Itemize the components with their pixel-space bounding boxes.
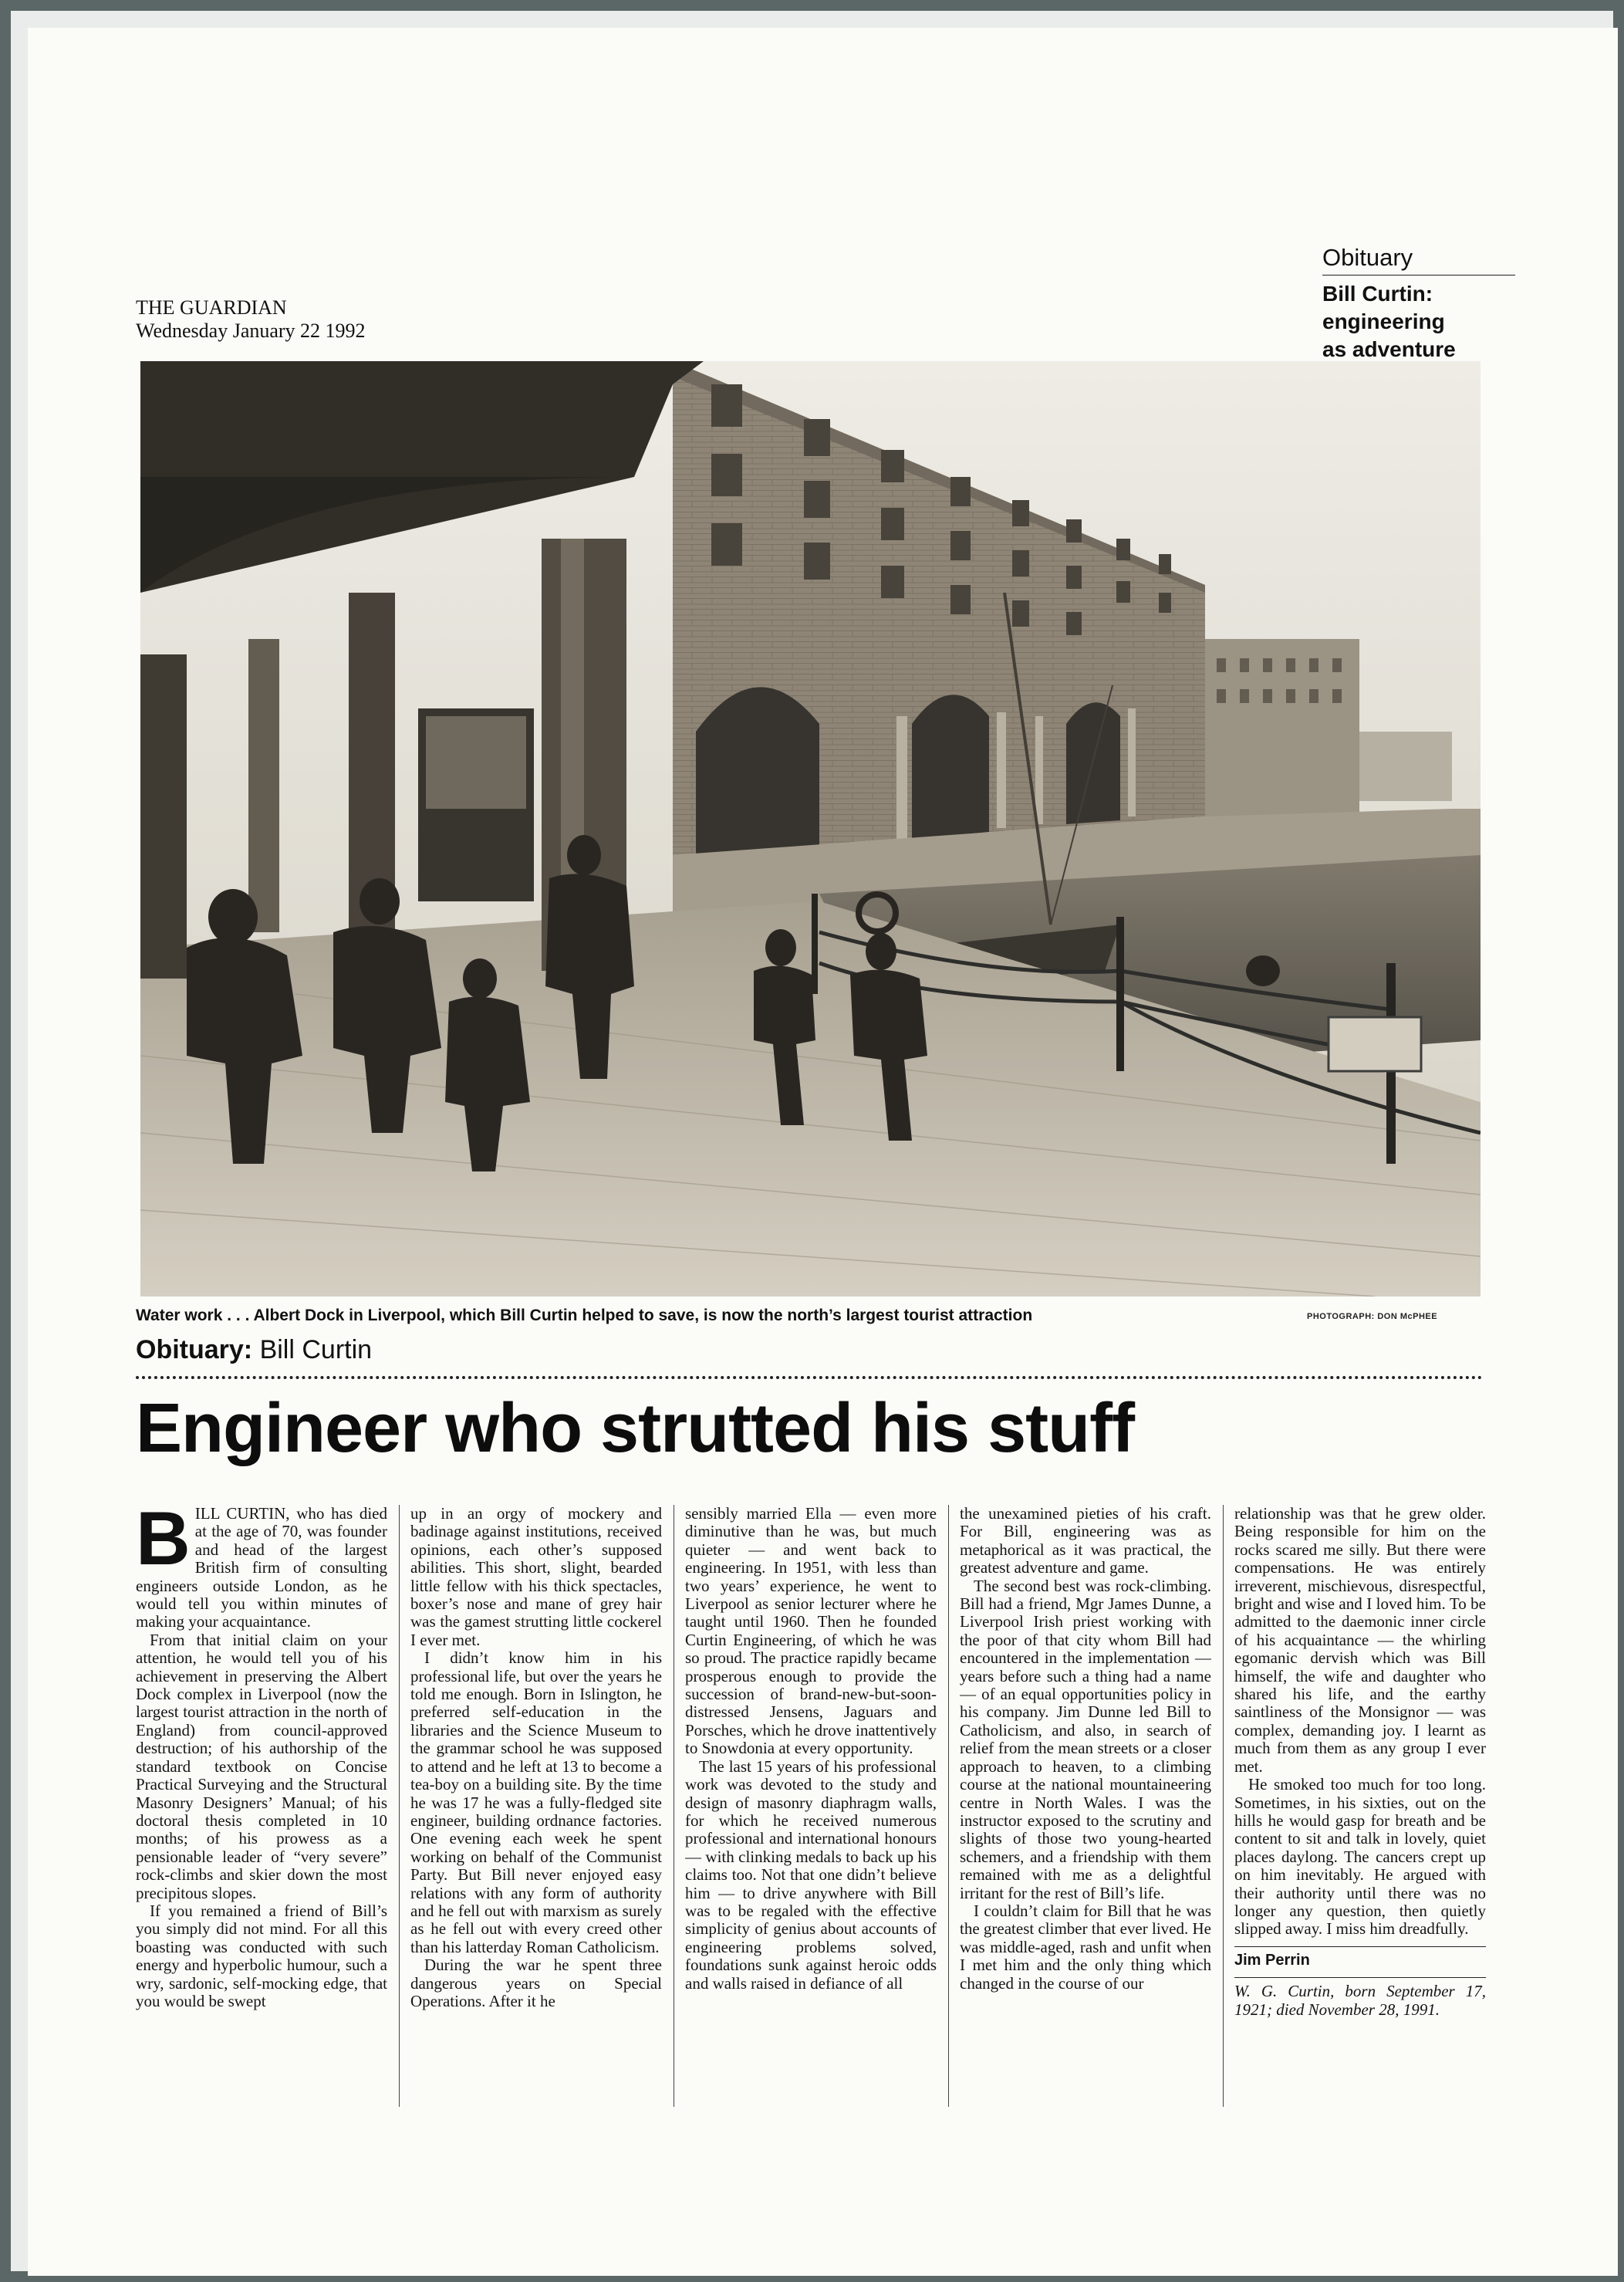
corner-headline-line-2: engineering	[1322, 309, 1445, 333]
paragraph: up in an orgy of mockery and badinage against institutions, received opinions, each other’s supposed abilities. This short, slight, bearded little fellow with his thick spectacles, boxer’s nose and mane of grey hair was the gamest strutting little cockerel I ever met.	[410, 1505, 662, 1649]
corner-headline	[1322, 280, 1515, 363]
newspaper-clipping	[28, 28, 1618, 2276]
masthead-date: Wednesday January 22 1992	[136, 319, 366, 342]
byline-rule	[1234, 1946, 1486, 1947]
birth-death-line: W. G. Curtin, born September 17, 1921; died November 28, 1991.	[1234, 1982, 1486, 2019]
photo-credit: PHOTOGRAPH: DON McPHEE	[1307, 1312, 1438, 1321]
paragraph: He smoked too much for too long. Sometimes, in his sixties, out on the hills he would gasp for breath and be content to sit and talk in lovely, quiet places daylong. The cancers crept up on him inevitably. He argued with their authority until there was no longer any question, then quietly slipped away. I miss him dreadfully.	[1234, 1775, 1486, 1939]
column-rule	[399, 1505, 400, 2107]
albert-dock-photo	[140, 361, 1481, 1297]
paragraph: From that initial claim on your attention, he would tell you of his achievement in preserving the Albert Dock complex in Liverpool (now the largest tourist attraction in the north of England) from council-approved destruction; of his authorship of the standard textbook on Concise Practical Surveying and the Structural Masonry Designers’ Manual; of his doctoral thesis completed in 10 months; of his prowess as a pensionable leader of “very severe” rock-climbs and skier down the most precipitous slopes.	[136, 1630, 387, 1902]
paragraph: The second best was rock-climbing. Bill had a friend, Mgr James Dunne, a Liverpool Irish priest working with the poor of that city whom Bill had encountered in the implementation — years before such a thing had a name — of an equal opportunities policy in his company. Jim Dunne led Bill to Catholicism, and also, in search of relief from the mean streets or a closer approach to heaven, to a climbing course at the national mountaineering centre in North Wales. I was the instructor exposed to the scrutiny and slights of those two young-hearted schemers, and a friendship with them remained with me as a delightful irritant for the rest of Bill’s life.	[960, 1576, 1211, 1902]
article-column-5	[1234, 1505, 1486, 2115]
paragraph: The last 15 years of his professional work was devoted to the study and design of masonry diaphragm walls, for which he received numerous professional and international honours — with clinking medals to back up his claims too. Not that one didn’t believe him — to drive anywhere with Bill was to be regaled with the effective simplicity of genius about accounts of engineering problems solved, foundations sunk against heroic odds and walls raised in defiance of all	[685, 1756, 937, 1993]
article-column-3	[685, 1505, 937, 2115]
byline-rule	[1234, 1977, 1486, 1978]
byline: Jim Perrin	[1234, 1951, 1310, 1969]
masthead-paper-name: THE GUARDIAN	[136, 296, 287, 319]
article-column-4	[960, 1505, 1211, 2115]
paragraph: If you remained a friend of Bill’s you simply did not mind. For all this boasting was conducted with such energy and hyperbolic humour, such a wry, sardonic, self-mocking edge, that you would be swept	[136, 1901, 387, 2010]
masthead	[136, 296, 366, 343]
article-column-1	[136, 1505, 387, 2115]
obituary-kicker	[136, 1335, 372, 1365]
paragraph: sensibly married Ella — even more diminutive than he was, but much quieter — and went back to engineering. In 1951, with less than two years’ experience, he went to Liverpool as senior lecturer where he taught until 1960. Then he founded Curtin Engineering, of which he was so proud. The practice rapidly became prosperous enough to provide the succession of brand-new-but-soon-distressed Jensens, Jaguars and Porsches, which he drove inattentively to Snowdonia at every opportunity.	[685, 1505, 937, 1758]
paragraph-text: ILL CURTIN, who has died at the age of 70, was founder and head of the largest British firm of consulting engineers outside London, as he would tell you within minutes of making your acquaintance.	[136, 1505, 387, 1631]
albert-dock-photo-illustration	[140, 361, 1481, 1297]
photo-caption: Water work . . . Albert Dock in Liverpool, which Bill Curtin helped to save, is now the north’s largest tourist attraction	[136, 1307, 1033, 1324]
drop-cap: B	[136, 1505, 191, 1580]
paragraph: During the war he spent three dangerous years on Special Operations. After it he	[410, 1956, 662, 2010]
article-column-2	[410, 1505, 662, 2115]
corner-headline-line-3: as adventure	[1322, 337, 1456, 361]
article-body	[136, 1505, 1484, 2115]
kicker-name: Bill Curtin	[259, 1335, 373, 1364]
corner-section-title: Obituary	[1322, 244, 1515, 276]
paragraph: I didn’t know him in his professional life, but over the years he told me enough. Born in Islington, he preferred self-education in the libraries and the Science Museum to the grammar school he was supposed to attend and he left at 13 to become a tea-boy on a building site. By the time he was 17 he was a fully-fledged site engineer, building ordnance factories. One evening each week he spent working on behalf of the Communist Party. But Bill never enjoyed easy relations with any form of authority and he fell out with marxism as surely as he fell out with every creed other than his latterday Roman Catholicism.	[410, 1648, 662, 1956]
kicker-label: Obituary:	[136, 1335, 253, 1364]
paragraph: relationship was that he grew older. Being responsible for him on the rocks scared me silly. But there were compensations. He was entirely irreverent, mischievous, disrespectful, bright and wise and I loved him. To be admitted to the daemonic inner circle of his acquaintance — the whirling egomanic dervish which was Bill himself, the wife and daughter who shared his life, and the earthy saintliness of the Monsignor — was complex, demanding joy. I learnt as much from them as any group I ever met.	[1234, 1505, 1486, 1776]
paragraph: I couldn’t claim for Bill that he was the greatest climber that ever lived. He was middle-aged, rash and unfit when I met him and the only thing which changed in the course of our	[960, 1901, 1211, 1993]
dotted-rule	[136, 1376, 1483, 1379]
corner-section-label	[1322, 244, 1515, 363]
column-rule	[1223, 1505, 1224, 2107]
paragraph	[136, 1505, 387, 1631]
article-headline: Engineer who strutted his stuff	[136, 1390, 1135, 1467]
paragraph: the unexamined pieties of his craft. For Bill, engineering was as metaphorical as it was practical, the greatest adventure and game.	[960, 1505, 1211, 1577]
corner-headline-line-1: Bill Curtin:	[1322, 282, 1433, 306]
column-rule	[948, 1505, 949, 2107]
